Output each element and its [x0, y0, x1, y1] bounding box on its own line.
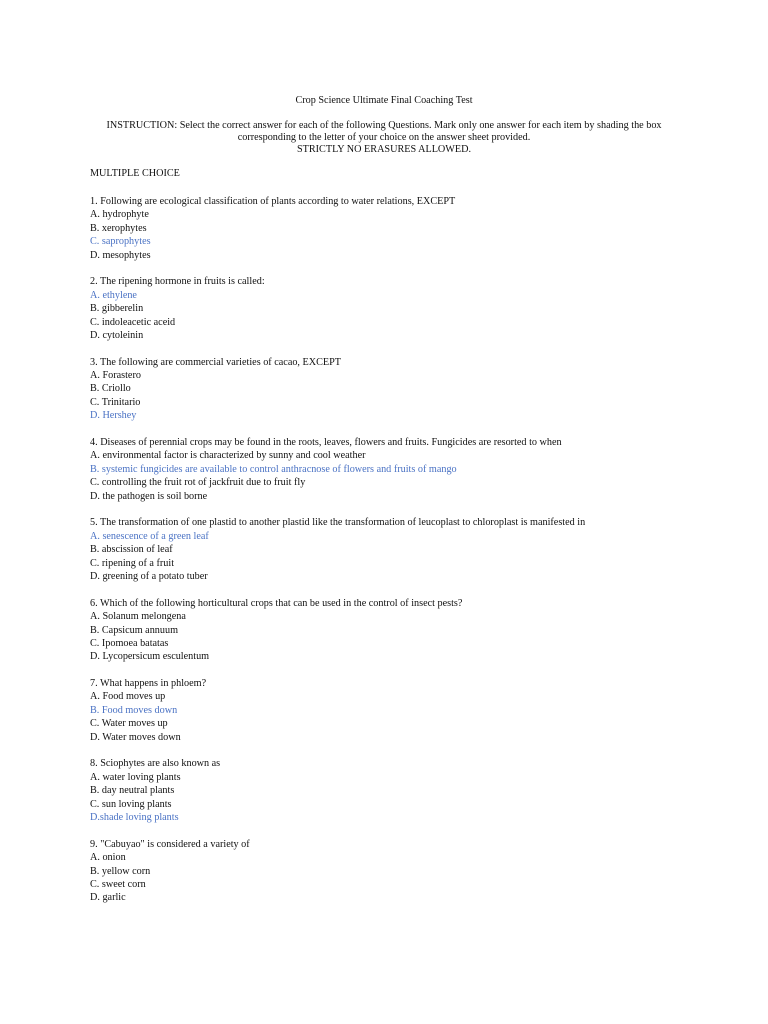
answer-option: C. indoleacetic aceid	[90, 316, 176, 328]
answer-option-highlighted: A. senescence of a green leaf	[90, 530, 209, 542]
answer-option: A. water loving plants	[90, 771, 181, 783]
answer-option: D. greening of a potato tuber	[90, 570, 208, 582]
instruction-line-3: STRICTLY NO ERASURES ALLOWED.	[296, 144, 472, 155]
question-item	[90, 356, 730, 423]
answer-option: A. hydrophyte	[90, 209, 149, 221]
answer-option: B. Criollo	[90, 383, 131, 395]
answer-option: B. gibberelin	[90, 303, 144, 315]
answer-option: B. abscission of leaf	[90, 544, 173, 556]
answer-option-highlighted: D.shade loving plants	[90, 811, 179, 823]
answer-option-highlighted: D. Hershey	[90, 410, 137, 422]
answer-option: C. sun loving plants	[90, 798, 172, 810]
question-stem: 4. Diseases of perennial crops may be found in the roots, leaves, flowers and fruits. Fungicides are resorted to when	[90, 437, 562, 449]
question-stem: 8. Sciophytes are also known as	[90, 758, 221, 770]
answer-option: B. yellow corn	[90, 865, 151, 877]
question-stem: 2. The ripening hormone in fruits is called:	[90, 276, 265, 288]
answer-option: D. mesophytes	[90, 249, 151, 261]
answer-option: B. xerophytes	[90, 222, 147, 234]
question-item	[90, 757, 730, 824]
answer-option: A. environmental factor is characterized by sunny and cool weather	[90, 450, 366, 462]
answer-option: C. Trinitario	[90, 396, 141, 408]
answer-option: D. Water moves down	[90, 731, 181, 743]
question-item	[90, 838, 730, 905]
question-stem: 9. "Cabuyao" is considered a variety of	[90, 838, 250, 850]
question-item	[90, 677, 730, 744]
question-item	[90, 195, 730, 262]
answer-option: C. controlling the fruit rot of jackfruit due to fruit fly	[90, 477, 306, 489]
document-title: Crop Science Ultimate Final Coaching Test	[295, 95, 473, 106]
section-heading: MULTIPLE CHOICE	[90, 168, 180, 179]
answer-option: A. Solanum melongena	[90, 611, 186, 623]
question-stem: 6. Which of the following horticultural crops that can be used in the control of insect pests?	[90, 597, 463, 609]
answer-option: C. Ipomoea batatas	[90, 637, 169, 649]
question-item	[90, 436, 730, 503]
instruction-line-1: INSTRUCTION: Select the correct answer for each of the following Questions. Mark only one answer for each item by shading the box	[106, 120, 662, 131]
answer-option: D. Lycopersicum esculentum	[90, 651, 210, 663]
question-item	[90, 597, 730, 664]
answer-option: A. onion	[90, 852, 126, 864]
question-stem: 1. Following are ecological classification of plants according to water relations, EXCEPT	[90, 196, 456, 207]
question-stem: 5. The transformation of one plastid to another plastid like the transformation of leucoplast to chloroplast is manifested in	[90, 517, 586, 529]
answer-option-highlighted: A. ethylene	[90, 289, 137, 301]
answer-option: D. the pathogen is soil borne	[90, 490, 208, 502]
answer-option-highlighted: C. saprophytes	[90, 236, 151, 248]
answer-option-highlighted: B. systemic fungicides are available to control anthracnose of flowers and fruits of mango	[90, 463, 457, 475]
answer-option: A. Forastero	[90, 370, 141, 382]
instruction-block	[90, 120, 678, 156]
question-item	[90, 516, 730, 583]
instruction-line-2: corresponding to the letter of your choice on the answer sheet provided.	[237, 132, 531, 143]
question-item	[90, 275, 730, 342]
answer-option: C. ripening of a fruit	[90, 557, 175, 569]
answer-option: A. Food moves up	[90, 691, 166, 703]
answer-option: B. day neutral plants	[90, 785, 175, 797]
question-list	[90, 195, 730, 918]
question-stem: 7. What happens in phloem?	[90, 678, 207, 690]
answer-option: D. garlic	[90, 892, 126, 904]
answer-option: D. cytoleinin	[90, 329, 144, 341]
answer-option: B. Capsicum annuum	[90, 624, 179, 636]
answer-option: C. sweet corn	[90, 878, 146, 890]
answer-option-highlighted: B. Food moves down	[90, 704, 178, 716]
question-stem: 3. The following are commercial varieties of cacao, EXCEPT	[90, 356, 342, 368]
answer-option: C. Water moves up	[90, 718, 168, 730]
